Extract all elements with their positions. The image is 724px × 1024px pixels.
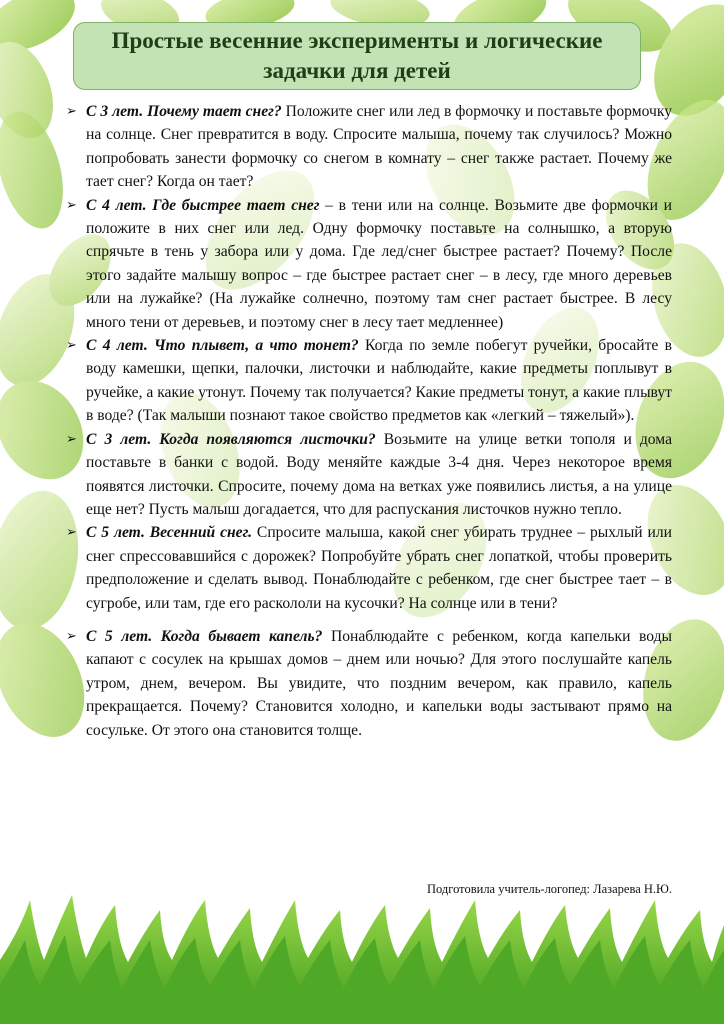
title-banner: [73, 22, 641, 90]
experiments-list: [66, 100, 672, 742]
list-item: [66, 625, 672, 742]
item-text: Возьмите на улице ветки тополя и дома поставьте в банки с водой. Воду меняйте каждые 3-4 дня. Через некоторое время появятся листочки. Спросите, почему дома на ветках уже появились листья, а на улице еще нет? Пусть малыш догадается, что для распускания листочков нужно тепло.: [86, 430, 672, 518]
arrow-bullet-icon: ➢: [66, 431, 77, 447]
item-text: Положите снег или лед в формочку и поставьте формочку на солнце. Снег превратится в воду. Спросите малыша, почему так случилось? Можно попробовать занести формочку со снегом в комнату – снег также растает. Почему же тает снег? Когда он тает?: [86, 103, 672, 191]
list-item: [66, 428, 672, 522]
list-item: [66, 521, 672, 615]
list-item: [66, 334, 672, 428]
item-text: Понаблюдайте с ребенком, когда капельки воды капают с сосулек на крышах домов – днем или ночью? Для этого послушайте капель утром, днем, вечером. Вы увидите, что поздним вечером, как правило, капель прекращается. Почему? Становится холодно, и капельки воды застывают прямо на сосульке. От этого она становится толще.: [86, 627, 672, 739]
item-heading: С 3 лет. Почему тает снег?: [86, 103, 282, 120]
arrow-bullet-icon: ➢: [66, 338, 77, 354]
item-text: Когда по земле побегут ручейки, бросайте в воду камешки, щепки, палочки, листочки и наблюдайте, какие предметы поплывут в ручейке, а какие утонут. Почему так получается? Какие предметы тонут, а какие плывут в воде? (Так малыши познают такое свойство предметов как «легкий – тяжелый»).: [86, 337, 672, 425]
arrow-bullet-icon: ➢: [66, 525, 77, 541]
arrow-bullet-icon: ➢: [66, 197, 77, 213]
item-heading: С 4 лет. Где быстрее тает снег: [86, 196, 320, 214]
item-heading: С 3 лет. Когда появляются листочки?: [86, 430, 376, 448]
arrow-bullet-icon: ➢: [66, 104, 77, 119]
list-item: [66, 100, 672, 194]
page-title-line-1: Простые весенние эксперименты и логические: [111, 28, 603, 53]
item-text: – в тени или на солнце. Возьмите две формочки и положите в них снег или лед. Одну формочку поставьте на солнышко, а вторую спрячьте в тень у забора или у дома. Где лед/снег быстрее растает? Почему? После этого задайте малышу вопрос – где быстрее растает снег – в лесу, где много деревьев или на лужайке? (На лужайке солнечно, поэтому там снег растает быстрее. В лесу много тени от деревьев, и поэтому снег в лесу тает медленнее): [86, 196, 672, 331]
item-heading: С 5 лет. Весенний снег.: [86, 524, 253, 542]
item-heading: С 5 лет. Когда бывает капель?: [86, 627, 323, 645]
arrow-bullet-icon: ➢: [66, 628, 77, 644]
list-item: [66, 194, 672, 334]
item-heading: С 4 лет. Что плывет, а что тонет?: [86, 337, 359, 355]
item-text: Спросите малыша, какой снег убирать труднее – рыхлый или снег спрессовавшийся с дорожек? Попробуйте убрать снег лопаткой, чтобы проверить предположение и сделать вывод. Понаблюдайте с ребенком, где снег быстрее тает – в сугробе, или там, где его раскололи на кусочки? На солнце или в тени?: [86, 524, 672, 612]
page-title-line-2: задачки для детей: [263, 58, 451, 83]
author-signature: Подготовила учитель-логопед: Лазарева Н.Ю.: [427, 882, 672, 896]
